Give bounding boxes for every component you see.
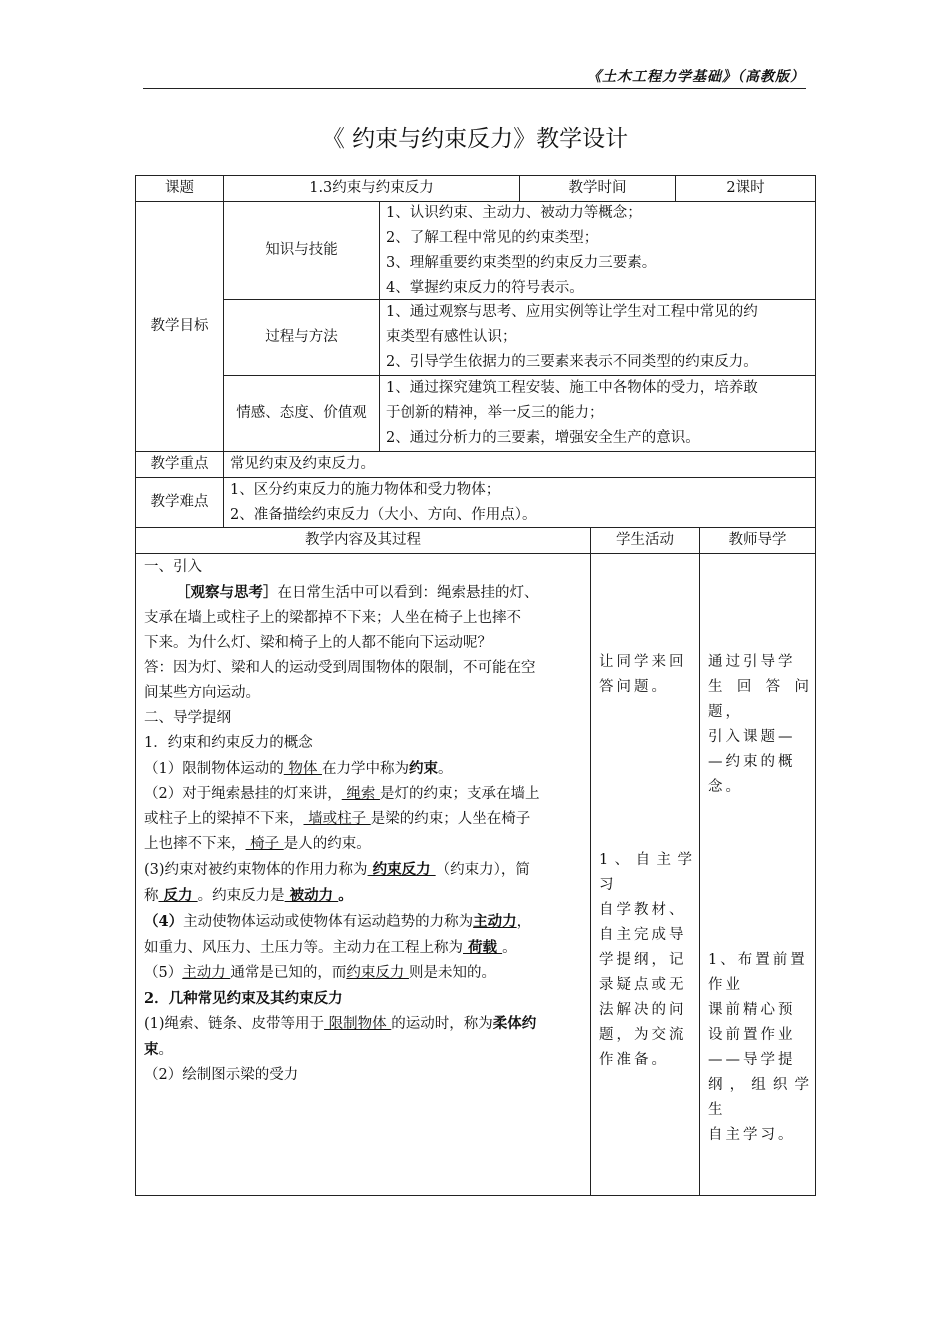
student-line: 1、自主学习 (599, 852, 695, 893)
content-text: 如重力、风压力、土压力等。主动力在工程上称为 (144, 940, 463, 956)
content-line (144, 1011, 584, 1037)
teacher-line: 1、布置前置 (708, 952, 808, 968)
content-text: 的运动时，称为 (391, 1016, 493, 1032)
student-line: 答问题。 (599, 679, 669, 695)
content-text: （2）对于绳索悬挂的灯来讲， (144, 786, 342, 802)
teaching-content (135, 553, 591, 1196)
content-text: 。 (158, 1042, 173, 1058)
header-teacher-guidance: 教师导学 (699, 527, 816, 554)
student-line: 学提纲，记 (599, 952, 687, 968)
fill-answer: 主动力 (473, 913, 517, 930)
content-text: 。 (502, 940, 517, 956)
content-line: （2）绘制图示梁的受力 (144, 1067, 299, 1083)
content-text: 在日常生活中可以看到：绳索悬挂的灯、 (277, 585, 539, 601)
content-text: 在力学中称为 (321, 761, 409, 777)
header-note: 《土木工程力学基础》（高教版） (587, 69, 805, 85)
content-text: 是梁的约束；人坐在椅子 (370, 811, 531, 827)
teacher-guidance-2 (708, 948, 812, 1148)
key-point-text (223, 451, 816, 478)
difficulty-item: 2、准备描绘约束反力（大小、方向、作用点）。 (230, 506, 537, 523)
student-line: 法解决的问 (599, 1002, 687, 1018)
fill-answer: 椅子 (245, 836, 284, 852)
content-line: 间某些方向运动。 (144, 685, 260, 701)
content-text: (3)约束对被约束物体的作用力称为 (144, 862, 368, 878)
content-text: 。 (437, 761, 453, 777)
content-text: ， (516, 914, 532, 930)
content-text: 则是未知的。 (408, 965, 496, 981)
process-item: 2、引导学生依据力的三要素来表示不同类型的约束反力。 (386, 354, 758, 370)
fill-answer: 反力 (158, 887, 198, 904)
label-key-point: 教学重点 (135, 451, 224, 478)
fill-answer: 约束反力 (346, 965, 409, 981)
content-line: 一、引入 (144, 559, 202, 575)
content-text: 是人的约束。 (283, 836, 371, 852)
content-line (144, 580, 584, 606)
student-activity-2 (599, 848, 695, 1073)
content-line (144, 807, 584, 832)
label-process-methods: 过程与方法 (223, 299, 380, 376)
key-term: 束 (144, 1041, 159, 1058)
student-activity (590, 553, 700, 1196)
teacher-line: 生回答问题， (708, 679, 812, 720)
content-line (144, 961, 584, 986)
topic-value: 1.3约束与约束反力 (223, 175, 520, 202)
label-difficulty: 教学难点 (135, 477, 224, 528)
content-text: 上也摔不下来， (144, 836, 246, 852)
difficulty-list (223, 477, 816, 528)
teaching-time-value: 2课时 (675, 175, 816, 202)
content-text: （1）限制物体运动的 (144, 761, 284, 777)
content-line (144, 1037, 584, 1063)
content-line (144, 782, 584, 807)
fill-answer: 约束反力 (367, 861, 436, 878)
emotion-item: 1、通过探究建筑工程安装、施工中各物体的受力，培养敢 (386, 380, 758, 396)
content-text: 或柱子上的梁掉不下来， (144, 811, 304, 827)
content-line: 答：因为灯、梁和人的运动受到周围物体的限制，不可能在空 (144, 660, 536, 676)
content-text: 是灯的约束；支承在墙上 (379, 786, 540, 802)
fill-answer: 墙或柱子 (303, 811, 371, 827)
teacher-guidance (699, 553, 816, 1196)
fill-answer: 限制物体 (324, 1016, 392, 1032)
knowledge-item: 1、认识约束、主动力、被动力等概念； (386, 204, 642, 221)
header-content-process: 教学内容及其过程 (135, 527, 591, 554)
emotion-item: 于创新的精神，举一反三的能力； (386, 405, 604, 421)
content-text: 称 (144, 888, 159, 904)
section-heading: 2．几种常见约束及其约束反力 (144, 990, 343, 1007)
teacher-line: 引入课题— (708, 729, 796, 745)
knowledge-item: 3、理解重要约束类型的约束反力三要素。 (386, 254, 657, 271)
teacher-guidance-1 (708, 650, 812, 800)
process-item: 束类型有感性认识； (386, 329, 517, 345)
content-line (144, 756, 584, 782)
fill-answer: 主动力 (182, 965, 231, 981)
content-line: 下来。为什么灯、梁和椅子上的人都不能向下运动呢？ (144, 635, 492, 651)
fill-answer: 荷载 (463, 939, 503, 956)
content-line (144, 935, 584, 961)
content-line (144, 883, 584, 909)
knowledge-skills-list (379, 201, 816, 300)
student-line: 让同学来回 (599, 654, 687, 670)
teacher-line: ——导学提 (708, 1052, 796, 1068)
difficulty-item: 1、区分约束反力的施力物体和受力物体； (230, 481, 501, 498)
fill-answer: 被动力 (284, 887, 339, 904)
teacher-line: 自主学习。 (708, 1127, 796, 1143)
student-line: 自学教材、 (599, 902, 687, 918)
emotion-values-list (379, 375, 816, 452)
header-student-activity: 学生活动 (590, 527, 700, 554)
fill-answer: 物体 (283, 761, 322, 777)
document-title: 《 约束与约束反力》教学设计 (321, 126, 629, 152)
teacher-line: 作业 (708, 977, 743, 993)
content-text: (1)绳索、链条、皮带等用于 (144, 1016, 325, 1032)
process-methods-list (379, 299, 816, 376)
teacher-line: 纲，组织学生 (708, 1077, 812, 1118)
content-line: 1．约束和约束反力的概念 (144, 735, 313, 751)
teacher-line: 通过引导学 (708, 654, 796, 670)
teacher-line: 设前置作业 (708, 1027, 796, 1043)
label-knowledge-skills: 知识与技能 (223, 201, 380, 300)
student-activity-1 (599, 650, 695, 700)
knowledge-item: 2、了解工程中常见的约束类型； (386, 229, 599, 246)
content-line (144, 832, 584, 857)
content-text: 。约束反力是 (197, 888, 285, 904)
label-emotion-values: 情感、态度、价值观 (223, 375, 380, 452)
label-objectives: 教学目标 (135, 201, 224, 452)
content-text: 通常是已知的，而 (230, 965, 347, 981)
label-topic: 课题 (135, 175, 224, 202)
label-teaching-time: 教学时间 (519, 175, 676, 202)
teacher-line: —约束的概 (708, 754, 796, 770)
content-text: （4） (144, 913, 184, 930)
header-rule (143, 88, 806, 89)
emotion-item: 2、通过分析力的三要素，增强安全生产的意识。 (386, 430, 700, 446)
teacher-line: 课前精心预 (708, 1002, 796, 1018)
key-point-value: 常见约束及约束反力。 (230, 456, 375, 472)
content-text: 。 (338, 887, 353, 904)
content-line: 二、导学提纲 (144, 710, 231, 726)
student-line: 题，为交流 (599, 1027, 687, 1043)
student-line: 作准备。 (599, 1052, 669, 1068)
key-term: 约束 (408, 760, 438, 777)
content-text: 主动使物体运动或使物体有运动趋势的力称为 (183, 914, 474, 930)
observe-think-label: ［观察与思考］ (176, 584, 278, 601)
process-item: 1、通过观察与思考、应用实例等让学生对工程中常见的约 (386, 304, 758, 320)
student-line: 自主完成导 (599, 927, 687, 943)
content-text: （5） (144, 965, 183, 981)
content-text: （约束力），简 (435, 862, 530, 878)
teacher-line: 念。 (708, 779, 743, 795)
knowledge-item: 4、掌握约束反力的符号表示。 (386, 279, 584, 296)
key-term: 柔体约 (492, 1015, 537, 1032)
content-line (144, 857, 584, 883)
content-line: 支承在墙上或柱子上的梁都掉不下来；人坐在椅子上也摔不 (144, 610, 521, 626)
content-line (144, 909, 584, 935)
fill-answer: 绳索 (341, 786, 380, 802)
student-line: 录疑点或无 (599, 977, 687, 993)
